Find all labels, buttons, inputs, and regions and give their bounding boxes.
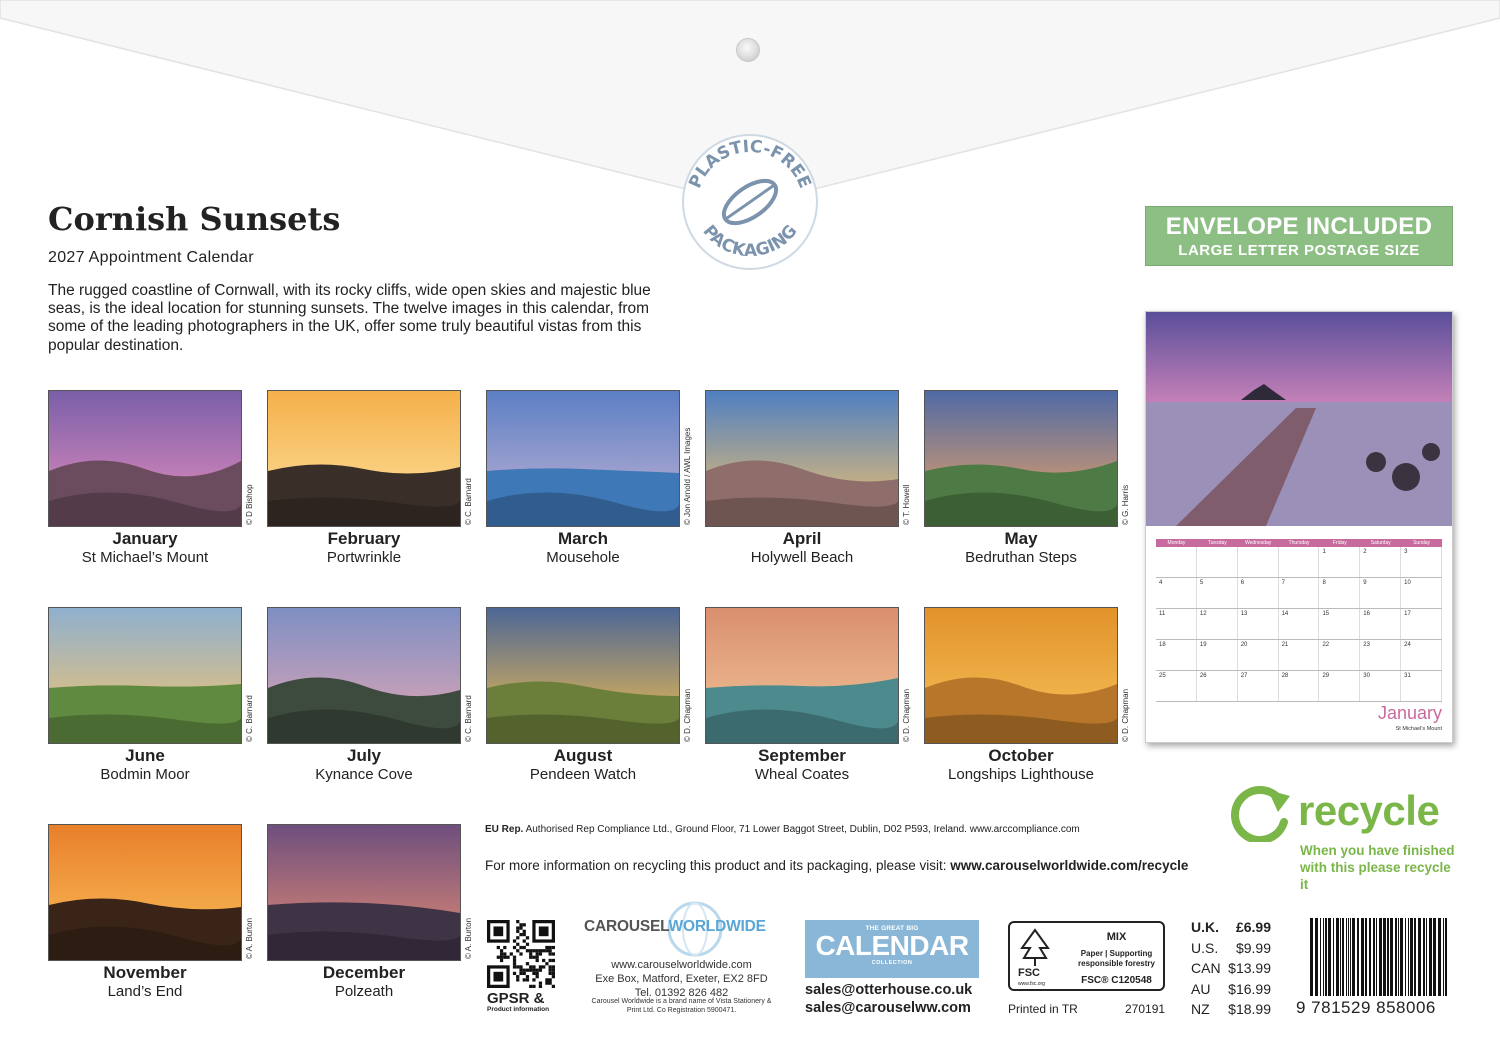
envelope-line1: ENVELOPE INCLUDED (1165, 213, 1433, 240)
calendar-day-cell: 3 (1401, 547, 1442, 577)
location-label: St Michael’s Mount (81, 549, 209, 566)
carousel-name-1: CAROUSEL (584, 918, 669, 935)
calendar-day-cell: 30 (1360, 671, 1401, 701)
location-label: Polzeath (334, 983, 394, 1000)
month-photo-april (705, 390, 899, 527)
price-row (1191, 999, 1271, 1020)
calendar-subtitle: 2027 Appointment Calendar (48, 249, 254, 266)
envelope-line2: LARGE LETTER POSTAGE SIZE (1178, 242, 1420, 259)
sales-email-otterhouse[interactable]: sales@otterhouse.co.uk (805, 982, 973, 998)
photo-credit: © Jon Arnold / AWL Images (683, 427, 692, 525)
gbc-sub: COLLECTION (871, 960, 913, 966)
photo-credit: © D. Chapman (1121, 688, 1130, 742)
eu-rep-label: EU Rep. (485, 824, 524, 835)
preview-month: January (1377, 703, 1442, 723)
fsc-mix-sub: Paper | Supporting responsible forestry (1078, 949, 1155, 968)
calendar-day-cell: 5 (1197, 578, 1238, 608)
weekday-label: Wednesday (1244, 540, 1272, 546)
month-label: November (103, 963, 187, 982)
month-label: October (988, 746, 1054, 765)
month-label: December (322, 963, 406, 982)
eu-rep-text: Authorised Rep Compliance Ltd., Ground Floor, 71 Lower Baggot Street, Dublin, D02 P593, Ireland. www.arccompliance.com (525, 824, 1080, 835)
month-label: February (327, 529, 401, 548)
fsc-mix: MIX (1106, 931, 1127, 943)
fsc-label: FSC (1018, 967, 1040, 979)
price-value: $9.99 (1235, 939, 1271, 956)
price-value: $13.99 (1228, 960, 1271, 976)
calendar-day-cell: 16 (1360, 609, 1401, 639)
month-label: July (346, 746, 382, 765)
price-row (1191, 938, 1271, 959)
calendar-day-cell: 10 (1401, 578, 1442, 608)
carousel-name-2: WORLDWIDE (668, 918, 766, 935)
barcode (1308, 918, 1450, 996)
price-list (1191, 917, 1271, 1020)
calendar-preview (1145, 311, 1453, 743)
location-label: Kynance Cove (315, 766, 413, 783)
location-label: Bodmin Moor (100, 766, 190, 783)
carousel-legal: Carousel Worldwide is a brand name of Vista Stationery & Print Ltd. Co Registration 5900471. (591, 998, 772, 1014)
envelope-included-box (1145, 206, 1453, 266)
printed-in: Printed in TR (1008, 1002, 1078, 1016)
calendar-day-cell: 1 (1319, 547, 1360, 577)
month-label: April (782, 529, 822, 548)
photo-credit: © C. Barnard (464, 695, 473, 742)
calendar-day-cell: 24 (1401, 640, 1442, 670)
calendar-day-cell: 26 (1197, 671, 1238, 701)
gbc-top: THE GREAT BIG (865, 925, 919, 932)
preview-place: St Michael’s Mount (1395, 726, 1442, 732)
gbc-main: CALENDAR (815, 930, 969, 961)
calendar-day-cell: 6 (1238, 578, 1279, 608)
plastic-free-badge (675, 133, 825, 271)
month-photo-february (267, 390, 461, 527)
price-country: CAN (1191, 960, 1221, 976)
photo-credit: © D Bishop (245, 484, 254, 525)
calendar-title: Cornish Sunsets (48, 200, 341, 238)
calendar-week-row (1156, 609, 1442, 640)
price-row (1191, 958, 1271, 979)
sales-email-carousel[interactable]: sales@carouselww.com (805, 1000, 971, 1016)
photo-credit: © G. Harris (1121, 484, 1130, 525)
weekday-label: Thursday (1288, 540, 1310, 546)
calendar-day-cell: 27 (1238, 671, 1279, 701)
calendar-week-row (1156, 640, 1442, 671)
location-label: Longships Lighthouse (948, 766, 1094, 783)
photo-credit: © C. Barnard (464, 478, 473, 525)
calendar-day-cell (1197, 547, 1238, 577)
photo-credit: © A. Burton (245, 917, 254, 959)
recycling-url[interactable]: www.carouselworldwide.com/recycle (950, 858, 1189, 873)
carousel-street: Exe Box, Matford, Exeter, EX2 8FD (595, 973, 768, 985)
price-value: $16.99 (1228, 980, 1271, 997)
calendar-day-cell: 21 (1279, 640, 1320, 670)
calendar-day-cell: 4 (1156, 578, 1197, 608)
calendar-grid (1156, 539, 1442, 702)
calendar-day-cell: 17 (1401, 609, 1442, 639)
recycle-note: When you have finished with this please recycle it (1300, 843, 1455, 892)
calendar-day-cell (1238, 547, 1279, 577)
weekday-label: Monday (1167, 540, 1186, 546)
month-photo-november (48, 824, 242, 961)
recycling-info-text: For more information on recycling this product and its packaging, please visit: (485, 858, 947, 873)
qr-code-icon[interactable] (487, 920, 555, 988)
month-label: March (557, 529, 609, 548)
calendar-day-cell: 11 (1156, 609, 1197, 639)
price-country: U.S. (1191, 939, 1219, 956)
fsc-code: FSC® C120548 (1081, 975, 1152, 986)
calendar-day-cell: 18 (1156, 640, 1197, 670)
calendar-day-cell: 14 (1279, 609, 1320, 639)
great-big-calendar-logo (805, 920, 979, 978)
svg-text:PLASTIC-FREE: PLASTIC-FREE (685, 136, 815, 192)
month-photo-october (924, 607, 1118, 744)
month-photo-june (48, 607, 242, 744)
calendar-day-cell: 23 (1360, 640, 1401, 670)
calendar-day-cell: 13 (1238, 609, 1279, 639)
calendar-day-cell: 12 (1197, 609, 1238, 639)
price-row (1191, 917, 1271, 938)
month-photo-september (705, 607, 899, 744)
month-photo-january (48, 390, 242, 527)
price-row (1191, 979, 1271, 1000)
carousel-logo (584, 918, 766, 936)
price-value: £6.99 (1235, 919, 1271, 935)
fsc-tree-icon (1018, 928, 1052, 968)
photo-credit: © D. Chapman (902, 688, 911, 742)
calendar-day-cell: 9 (1360, 578, 1401, 608)
calendar-description: The rugged coastline of Cornwall, with its rocky cliffs, wide open skies and majestic blue seas, is the ideal location for stunning sunsets. The twelve images in this calendar, from some of the leading photographers in the UK, offer some truly beautiful vistas from this popular destination. (48, 282, 651, 354)
location-label: Portwrinkle (326, 549, 402, 566)
calendar-day-cell: 22 (1319, 640, 1360, 670)
recycle-icon (1228, 782, 1294, 842)
calendar-day-cell: 25 (1156, 671, 1197, 701)
photo-credit: © T. Howell (902, 484, 911, 525)
calendar-day-cell (1279, 547, 1320, 577)
location-label: Bedruthan Steps (965, 549, 1077, 566)
photo-credit: © C. Barnard (245, 695, 254, 742)
photo-credit: © D. Chapman (683, 688, 692, 742)
product-code: 270191 (1125, 1002, 1166, 1016)
photo-credit: © A. Burton (464, 917, 473, 959)
calendar-day-cell: 15 (1319, 609, 1360, 639)
calendar-day-cell: 28 (1279, 671, 1320, 701)
month-photo-july (267, 607, 461, 744)
calendar-week-row (1156, 578, 1442, 609)
fsc-box (1008, 921, 1165, 991)
svg-text:PACKAGING: PACKAGING (698, 221, 802, 262)
carousel-address (584, 958, 779, 1000)
snap-button (736, 38, 760, 62)
month-label: May (1004, 529, 1038, 548)
location-label: Mousehole (546, 549, 620, 566)
fsc-web: www.fsc.org (1018, 981, 1045, 987)
calendar-day-cell: 8 (1319, 578, 1360, 608)
price-value: $18.99 (1228, 1001, 1271, 1017)
cover-photo (1146, 312, 1452, 526)
weekday-label: Sunday (1413, 540, 1431, 546)
month-photo-may (924, 390, 1118, 527)
recycling-info (485, 858, 1188, 873)
month-photo-december (267, 824, 461, 961)
month-label: August (553, 746, 613, 765)
calendar-week-row (1156, 547, 1442, 578)
calendar-day-cell: 2 (1360, 547, 1401, 577)
barcode-number: 9 781529 858006 (1296, 998, 1436, 1017)
calendar-week-row (1156, 671, 1442, 702)
month-photo-march (486, 390, 680, 527)
location-label: Pendeen Watch (529, 766, 637, 783)
weekday-label: Saturday (1370, 540, 1391, 546)
calendar-day-cell: 29 (1319, 671, 1360, 701)
month-label: June (125, 746, 165, 765)
price-country: NZ (1191, 1001, 1210, 1017)
calendar-day-cell: 20 (1238, 640, 1279, 670)
carousel-tel: Tel. 01392 826 482 (634, 987, 729, 999)
calendar-day-cell: 19 (1197, 640, 1238, 670)
calendar-day-cell: 7 (1279, 578, 1320, 608)
weekday-header (1156, 539, 1442, 547)
eu-rep-line (485, 824, 1080, 835)
location-label: Holywell Beach (750, 549, 854, 566)
gpsr-label: GPSR & (487, 990, 545, 1007)
location-label: Wheal Coates (754, 766, 850, 783)
price-country: U.K. (1191, 919, 1219, 935)
calendar-day-cell (1156, 547, 1197, 577)
weekday-label: Friday (1332, 540, 1347, 546)
month-photo-august (486, 607, 680, 744)
carousel-web[interactable]: www.carouselworldwide.com (611, 959, 752, 971)
calendar-day-cell: 31 (1401, 671, 1442, 701)
recycle-word: recycle (1298, 787, 1440, 834)
weekday-label: Tuesday (1207, 540, 1227, 546)
month-label: September (758, 746, 846, 765)
price-country: AU (1191, 980, 1211, 997)
month-label: January (112, 529, 178, 548)
location-label: Land’s End (107, 983, 183, 1000)
gpsr-sub-label: Product information (487, 1006, 550, 1013)
